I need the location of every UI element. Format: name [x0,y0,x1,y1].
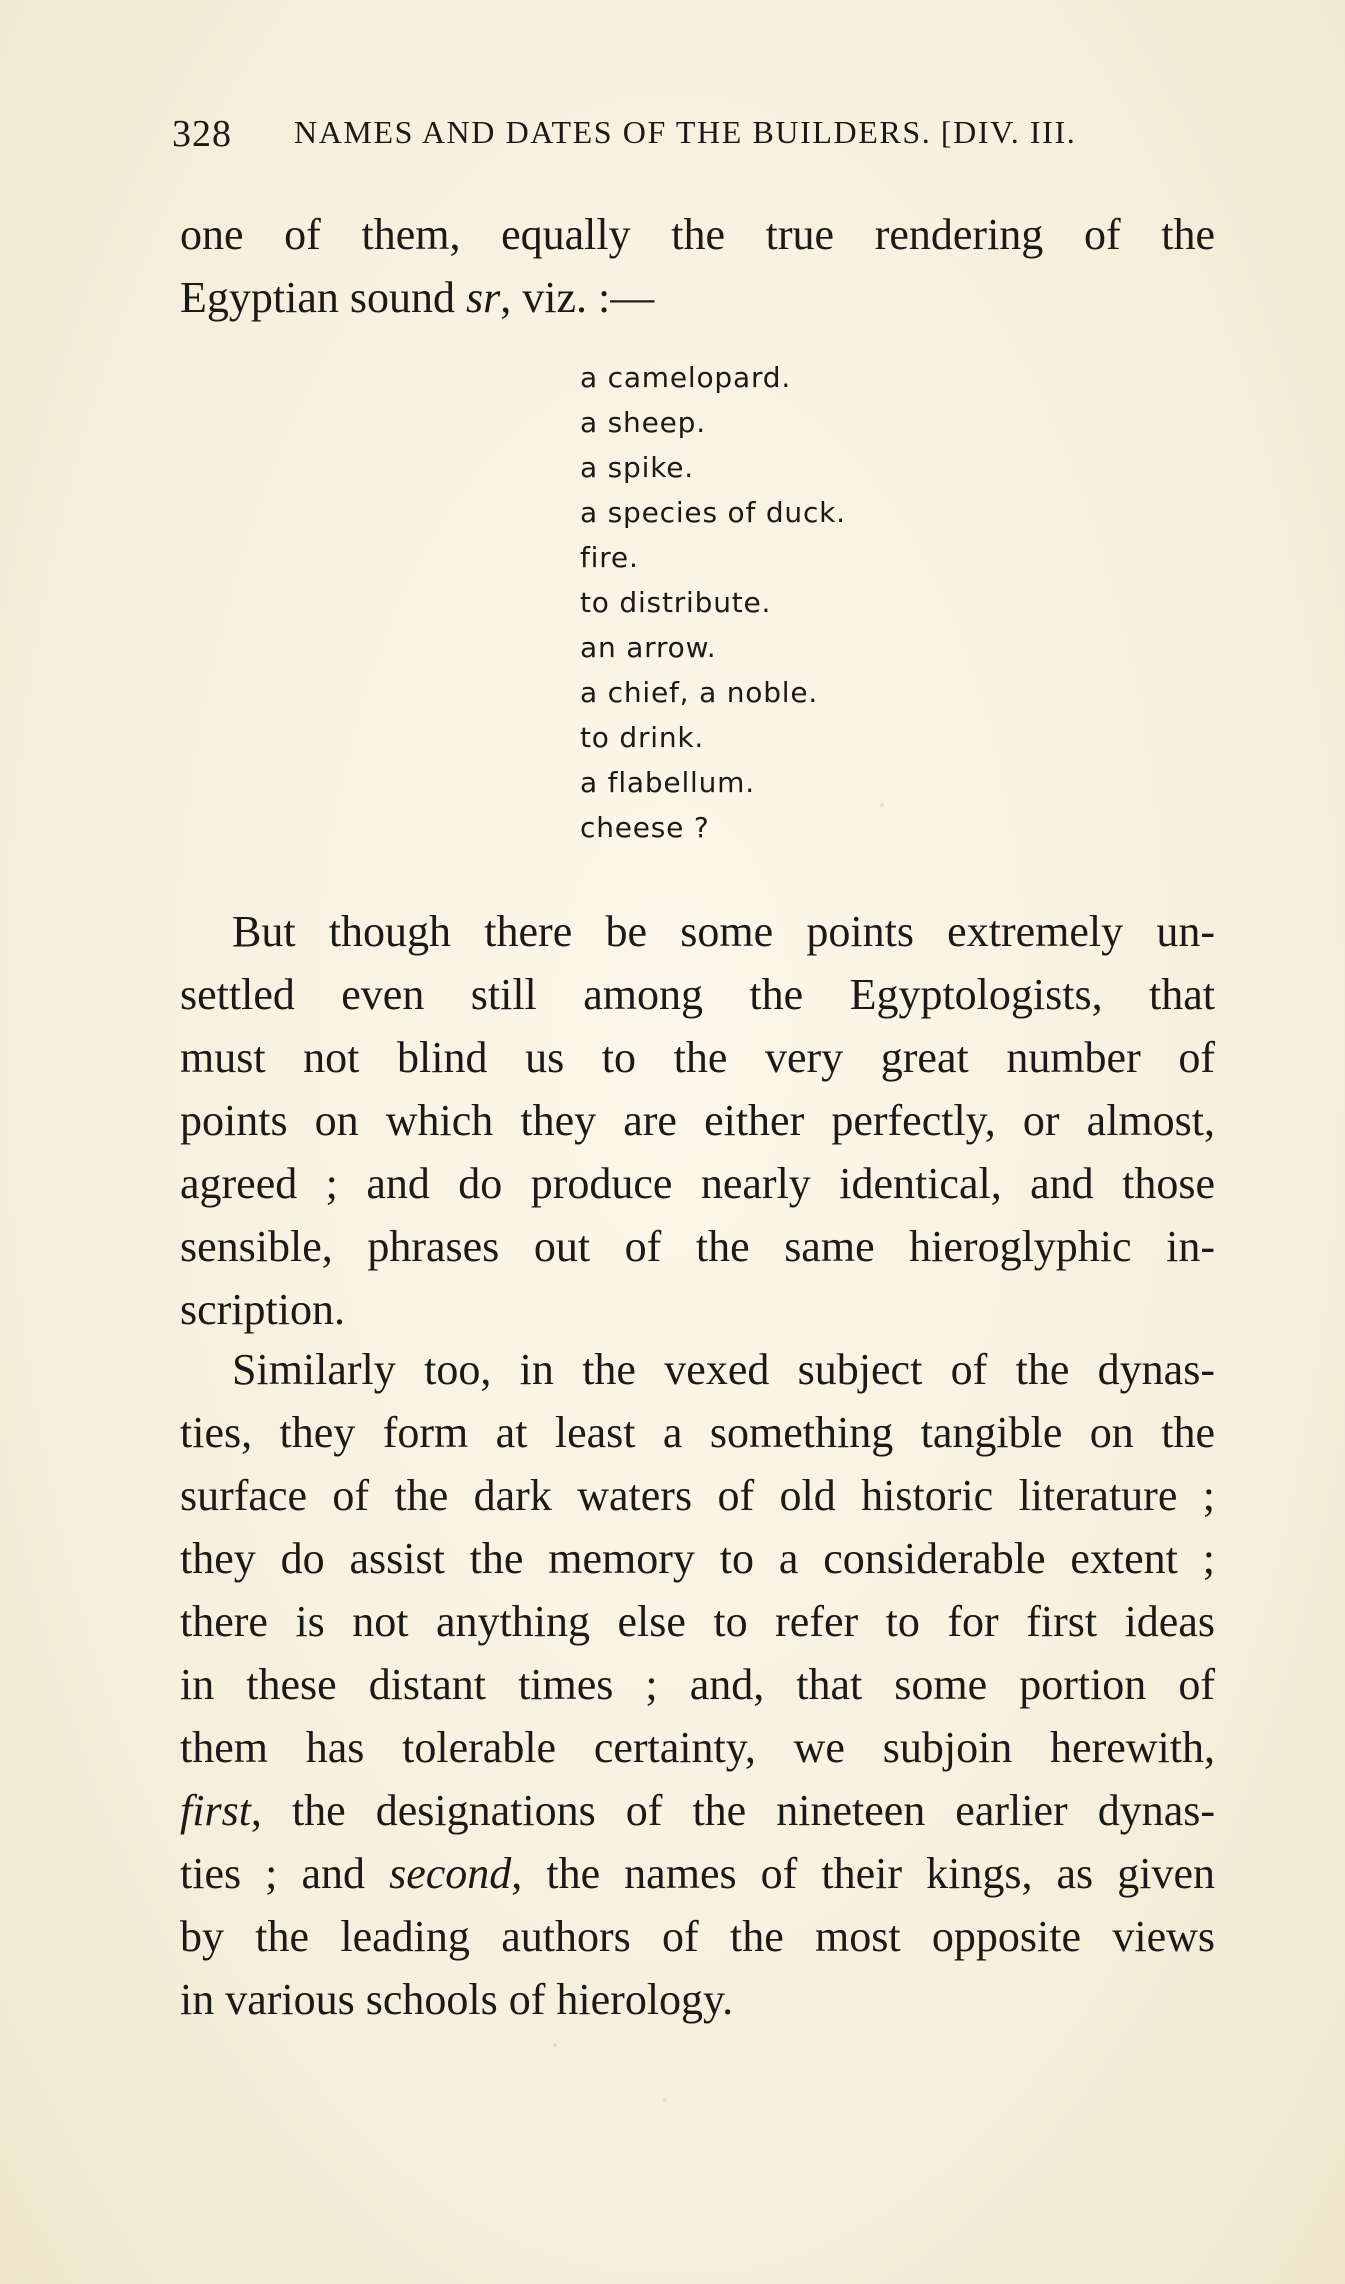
list-item: a sheep. [580,406,706,439]
italic-term: first [180,1786,251,1835]
text-line: scription. [180,1285,345,1334]
list-item: cheese ? [580,811,710,844]
paper-speck [880,803,884,807]
word-list [580,355,846,850]
list-item: an arrow. [580,631,717,664]
page-number: 328 [172,113,232,155]
text-line: settled even still among the Egyptologists, that [180,970,1215,1019]
text-fragment: Egyptian sound [180,273,466,322]
text-line: agreed ; and do produce nearly identical, and those [180,1159,1215,1208]
text-line: surface of the dark waters of old historic literature ; [180,1471,1215,1520]
text-line: one of them, equally the true rendering of the [180,210,1215,259]
paragraph-2 [180,1338,1215,2031]
paper-speck [663,2098,667,2102]
page-header [172,112,1214,168]
text-line: points on which they are either perfectly, or almost, [180,1096,1215,1145]
text-line: ties, they form at least a something tangible on the [180,1408,1215,1457]
text-line: them has tolerable certainty, we subjoin herewith, [180,1723,1215,1772]
text-line: they do assist the memory to a considerable extent ; [180,1534,1215,1583]
italic-term: sr [465,273,501,322]
list-item: a flabellum. [580,766,755,799]
list-item: a spike. [580,451,694,484]
text-fragment: , the names of their kings, as given [511,1849,1216,1898]
text-line [180,1779,1215,1842]
list-item: a species of duck. [580,496,846,529]
list-item: to drink. [580,721,705,754]
text-line: Similarly too, in the vexed subject of the dynas- [232,1345,1215,1394]
text-line: must not blind us to the very great number of [180,1033,1215,1082]
text-line: in these distant times ; and, that some portion of [180,1660,1215,1709]
text-line [180,1842,1215,1905]
text-line [180,266,1215,329]
text-line: there is not anything else to refer to for first ideas [180,1597,1215,1646]
text-fragment: ties ; and [180,1849,390,1898]
list-item: a camelopard. [580,361,792,394]
paper-speck [553,2043,557,2047]
italic-term: second [389,1849,512,1898]
text-fragment: , viz. :— [500,273,655,322]
text-line: in various schools of hierology. [180,1975,734,2024]
text-line: But though there be some points extremely un- [232,907,1215,956]
intro-text [180,203,1215,329]
running-title: NAMES AND DATES OF THE BUILDERS. [DIV. III. [294,114,1077,150]
paragraph-1 [180,900,1215,1341]
text-line: by the leading authors of the most opposite views [180,1912,1215,1961]
list-item: a chief, a noble. [580,676,819,709]
list-item: to distribute. [580,586,772,619]
text-fragment: , the designations of the nineteen earlier dynas- [250,1786,1215,1835]
list-item: fire. [580,541,639,574]
text-line: sensible, phrases out of the same hieroglyphic in- [180,1222,1215,1271]
